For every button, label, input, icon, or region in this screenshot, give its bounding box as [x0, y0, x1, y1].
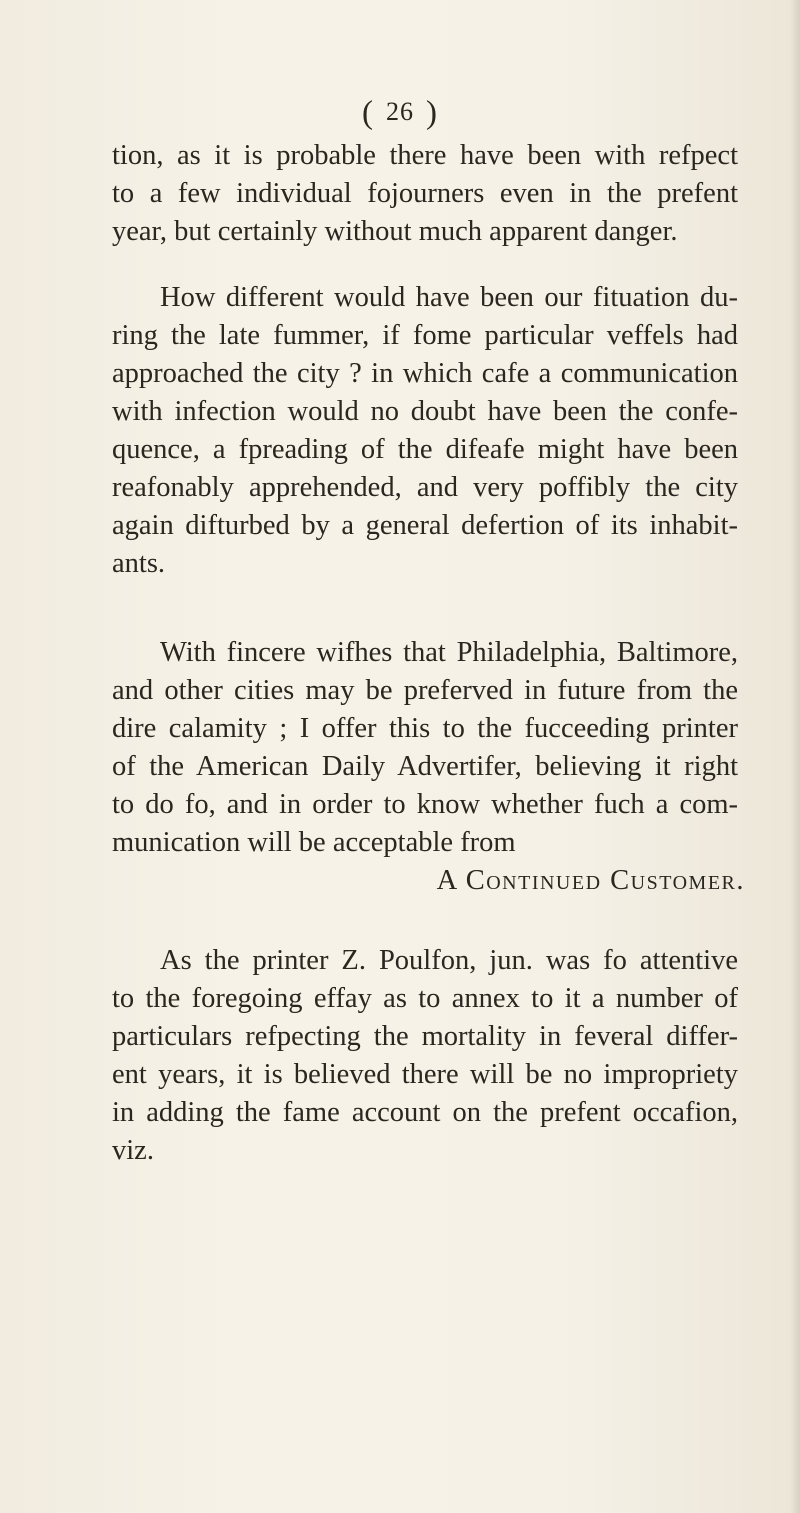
folio-close-paren: ): [426, 95, 438, 131]
text-line: in adding the fame account on the prefent occafion,: [112, 1097, 738, 1128]
paragraph-1: [112, 137, 738, 251]
text-line: As the printer Z. Poulfon, jun. was fo attentive: [160, 945, 738, 976]
page-number: [0, 92, 800, 133]
text-line: to a few individual fojourners even in the prefent: [112, 178, 738, 209]
text-line: again difturbed by a general defertion of its inhabit-: [112, 510, 738, 541]
text-line: and other cities may be preferved in future from the: [112, 675, 738, 706]
text-line: particulars refpecting the mortality in feveral differ-: [112, 1021, 738, 1052]
paragraph-3: [112, 634, 738, 862]
text-line: with infection would no doubt have been the confe-: [112, 396, 738, 427]
paragraph-2: [112, 279, 738, 583]
text-line: approached the city ? in which cafe a communication: [112, 358, 738, 389]
text-line: tion, as it is probable there have been with refpect: [112, 140, 738, 171]
text-line: ent years, it is believed there will be no impropriety: [112, 1059, 738, 1090]
text-line: quence, a fpreading of the difeafe might have been: [112, 434, 738, 465]
text-line: munication will be acceptable from: [112, 827, 516, 858]
text-line: to the foregoing effay as to annex to it a number of: [112, 983, 738, 1014]
page-edge-shadow: [790, 0, 800, 1513]
signature: A Continued Customer.: [436, 865, 745, 896]
text-line: reafonably apprehended, and very poffibly the city: [112, 472, 738, 503]
text-line: dire calamity ; I offer this to the fucceeding printer: [112, 713, 738, 744]
text-line: to do fo, and in order to know whether fuch a com-: [112, 789, 738, 820]
text-line: How different would have been our fituation du-: [160, 282, 738, 313]
text-line: With fincere wifhes that Philadelphia, Baltimore,: [160, 637, 738, 668]
folio-open-paren: (: [362, 95, 374, 131]
text-line: of the American Daily Advertifer, believing it right: [112, 751, 738, 782]
paragraph-4: [112, 942, 738, 1170]
text-line: year, but certainly without much apparent danger.: [112, 216, 678, 247]
text-line: ants.: [112, 548, 166, 579]
text-line: ring the late fummer, if fome particular veffels had: [112, 320, 738, 351]
folio-number: 26: [386, 97, 414, 126]
text-line: viz.: [112, 1135, 154, 1166]
